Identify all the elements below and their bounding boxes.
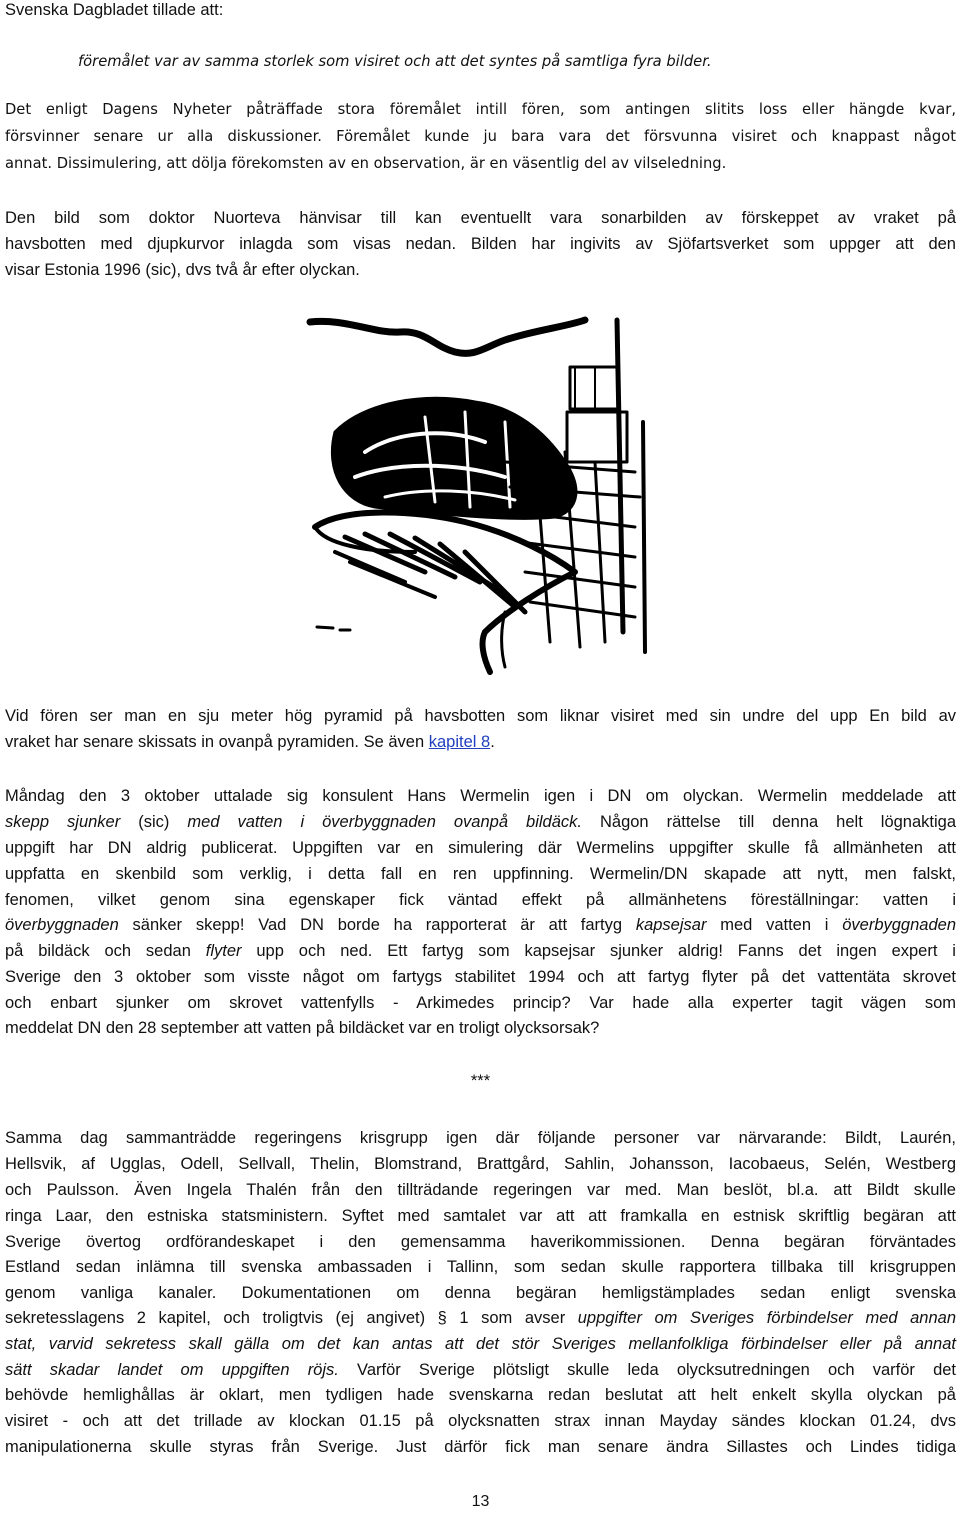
page-number: 13 — [471, 1493, 490, 1510]
paragraph-2-line-1: Den bild som doktor Nuorteva hänvisar till kan eventuellt vara sonarbilden av förskeppet av vraket på — [5, 209, 956, 227]
text-pa-bildack: på bildäck och sedan — [5, 942, 206, 960]
italic-vatten: med vatten i överbyggnaden ovanpå bildäck. — [187, 813, 582, 831]
paragraph-5-line-11: behövde hemlighållas är oklart, men tydligen hade svenskarna redan beslutat att helt enkelt skylla olyckan på — [5, 1386, 956, 1404]
paragraph-4-line-9: och enbart sjunker om skrovet vattenfylls - Arkimedes princip? Var hade alla experter tagit vägen som — [5, 994, 956, 1012]
paragraph-5-line-5: Sverige övertog ordförandeskapet i den gemensamma haverikommissionen. Denna begäran förväntades — [5, 1233, 956, 1251]
paragraph-5-line-10 — [5, 1360, 956, 1380]
text-med-vatten: med vatten i — [706, 916, 843, 934]
text-sekretesslagens: sekretesslagens 2 kapitel, och troligtvis (ej angivet) § 1 som avser — [5, 1309, 578, 1327]
paragraph-5-line-3: och Paulsson. Även Ingela Thalén från den tillträdande regeringen var med. Man beslöt, bl.a. att Bildt skulle — [5, 1181, 956, 1199]
paragraph-5-line-1: Samma dag sammanträdde regeringens krisgrupp igen där följande personer var närvarande: Bildt, Laurén, — [5, 1129, 956, 1147]
paragraph-4-line-3: uppgift har DN aldrig publicerat. Uppgiften var en simulering där Wermelins uppgifter skulle få allmänheten att — [5, 839, 956, 857]
paragraph-2-line-3: visar Estonia 1996 (sic), dvs två år efter olyckan. — [5, 261, 360, 279]
paragraph-2-line-2: havsbotten med djupkurvor inlagda som visas nedan. Bilden har ingivits av Sjöfartsverket som uppger att den — [5, 235, 956, 253]
paragraph-5-line-6: Estland sedan inlämna till svenska ambassaden i Tallinn, som sedan skulle rapportera tillbaka till krisgruppen — [5, 1258, 956, 1276]
paragraph-4-line-7 — [5, 941, 956, 961]
paragraph-1-line-3: annat. Dissimulering, att dölja förekomsten av en observation, är en väsentlig del av vilseledning. — [5, 155, 727, 172]
quote-line — [78, 52, 712, 72]
paragraph-5-line-8 — [5, 1308, 956, 1328]
italic-kapsejsar: kapsejsar — [635, 916, 707, 934]
paragraph-1-line-1: Det enligt Dagens Nyheter påträffade stora föremålet intill fören, som antingen slitits loss eller hängde kvar, — [5, 101, 956, 118]
chapter-8-link[interactable]: kapitel 8 — [428, 733, 491, 751]
italic-flyter: flyter — [205, 942, 242, 960]
paragraph-4-line-2 — [5, 812, 956, 832]
italic-uppgifter: uppgifter om Sveriges förbindelser med annan — [577, 1309, 956, 1327]
intro-line: Svenska Dagbladet tillade att: — [5, 1, 224, 19]
italic-overbyggnaden-2: överbyggnaden — [842, 916, 956, 934]
paragraph-4-line-6 — [5, 915, 956, 935]
italic-skepp-sjunker: skepp sjunker — [5, 813, 121, 831]
paragraph-1-line-2: försvinner senare ur alla diskussioner. Föremålet kunde ju bara vara det försvunna visiret och knappast något — [5, 128, 956, 145]
paragraph-4-line-1: Måndag den 3 oktober uttalade sig konsulent Hans Wermelin igen i DN om olyckan. Wermelin meddelade att — [5, 787, 956, 805]
paragraph-4-line-5: fenomen, vilket genom sina egenskaper fick väntad effekt på allmänhetens föreställningar: vatten i — [5, 891, 956, 909]
paragraph-3-line-2 — [5, 732, 495, 752]
paragraph-5-line-13: manipulationerna skulle styras från Sverige. Just därför fick man senare ändra Sillastes och Lindes tidiga — [5, 1438, 956, 1456]
paragraph-3-text: vraket har senare skissats in ovanpå pyramiden. Se även — [5, 733, 429, 751]
quote-text: föremålet var av samma storlek som visiret och att det syntes på samtliga fyra bilder. — [78, 53, 712, 70]
text-sanker: sänker skepp! Vad DN borde ha rapporterat är att fartyg — [118, 916, 636, 934]
paragraph-4-line-4: uppfatta en skenbild som verklig, i detta fall en ren uppfinning. Wermelin/DN skapade att nytt, men falskt, — [5, 865, 956, 883]
text-sic: (sic) — [120, 813, 188, 831]
section-separator: *** — [470, 1072, 491, 1090]
text-varfor-sverige: Varför Sverige plötsligt skulle leda olycksutredningen och varför det — [338, 1361, 957, 1379]
paragraph-4-line-10: meddelat DN den 28 september att vatten på bildäcket var en troligt olycksorsak? — [5, 1019, 600, 1037]
italic-stat-varvid: stat, varvid sekretess skall gälla om det kan antas att det stör Sveriges mellanfolkliga förbindelser eller på annat — [5, 1335, 956, 1353]
paragraph-5-line-12: visiret - och att det trillade av klockan 01.15 på olycksnatten strax innan Mayday sändes klockan 01.24, dvs — [5, 1412, 956, 1430]
paragraph-5-line-7: genom vanliga kanaler. Dokumentationen om denna begäran hemligstämplades sedan enligt svenska — [5, 1284, 956, 1302]
italic-overbyggnaden-1: överbyggnaden — [5, 916, 119, 934]
paragraph-5-line-4: ringa Laar, den estniska statsministern. Syftet med samtalet var att att framkalla en estnisk skriftlig begäran att — [5, 1207, 956, 1225]
paragraph-5-line-2: Hellsvik, af Ugglas, Odell, Sellvall, Thelin, Blomstrand, Brattgård, Sahlin, Johansson, Iacobaeus, Selén, Westberg — [5, 1155, 956, 1173]
text-rattelse: Någon rättelse till denna helt lögnaktiga — [581, 813, 957, 831]
sonar-image — [305, 312, 667, 677]
paragraph-4-line-8: Sverige den 3 oktober som visste något om fartygs stabilitet 1994 och att fartyg flyter på det vattentäta skrovet — [5, 968, 956, 986]
text-upp-och-ned: upp och ned. Ett fartyg som kapsejsar sjunker aldrig! Fanns det ingen expert i — [241, 942, 956, 960]
paragraph-3-line-1: Vid fören ser man en sju meter hög pyramid på havsbotten som liknar visiret med sin undre del upp En bild av — [5, 707, 956, 725]
italic-satt-skadar: sätt skadar landet om uppgiften röjs. — [5, 1361, 339, 1379]
paragraph-5-line-9 — [5, 1334, 956, 1354]
paragraph-3-end: . — [490, 733, 495, 751]
